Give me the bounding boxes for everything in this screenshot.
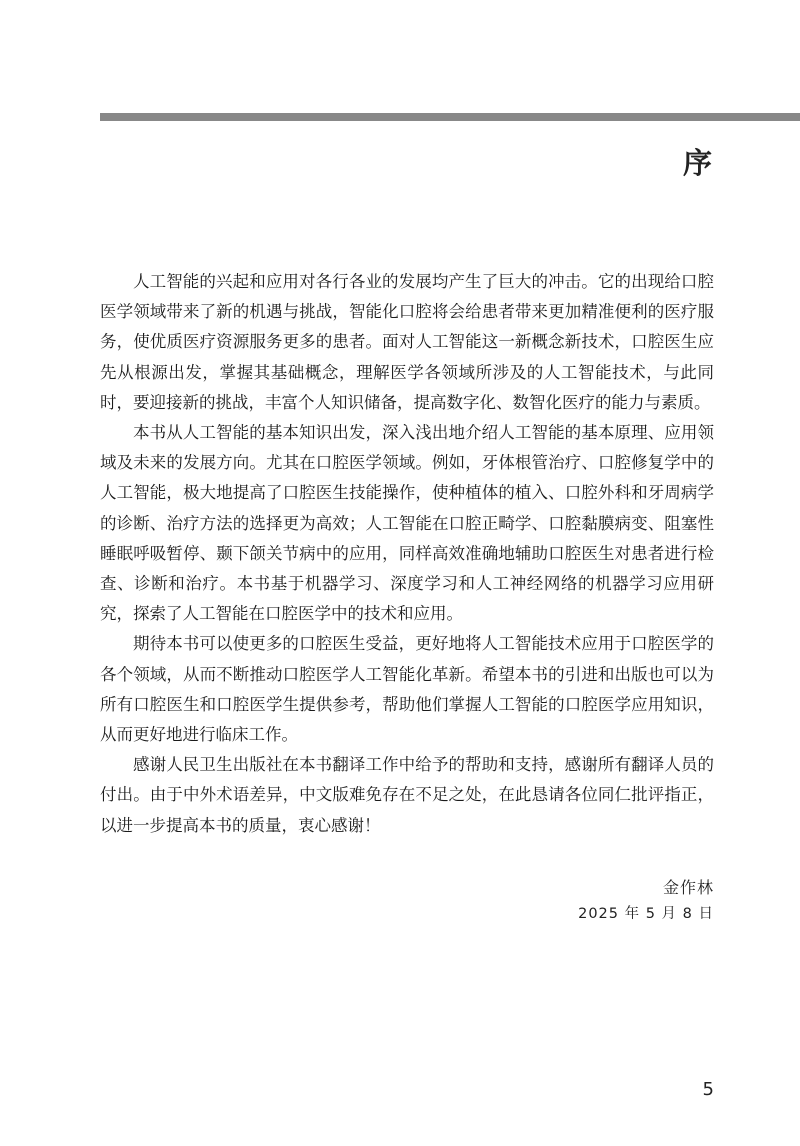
page-number: 5: [702, 1079, 714, 1100]
preface-body: [100, 267, 714, 841]
author-name: 金作林: [662, 878, 714, 897]
signature-block: [578, 875, 714, 927]
paragraph: 人工智能的兴起和应用对各行各业的发展均产生了巨大的冲击。它的出现给口腔医学领域带来了新的机遇与挑战，智能化口腔将会给患者带来更加精准便利的医疗服务，使优质医疗资源服务更多的患者。面对人工智能这一新概念新技术，口腔医生应先从根源出发，掌握其基础概念，理解医学各领域所涉及的人工智能技术，与此同时，要迎接新的挑战，丰富个人知识储备，提高数字化、数智化医疗的能力与素质。: [100, 272, 714, 412]
page-title: 序: [682, 146, 714, 180]
paragraph: 感谢人民卫生出版社在本书翻译工作中给予的帮助和支持，感谢所有翻译人员的付出。由于中外术语差异，中文版难免存在不足之处，在此恳请各位同仁批评指正，以进一步提高本书的质量，衷心感谢！: [100, 755, 714, 835]
header-rule: [100, 113, 800, 121]
paragraph: 本书从人工智能的基本知识出发，深入浅出地介绍人工智能的基本原理、应用领域及未来的发展方向。尤其在口腔医学领域。例如，牙体根管治疗、口腔修复学中的人工智能，极大地提高了口腔医生技能操作，使种植体的植入、口腔外科和牙周病学的诊断、治疗方法的选择更为高效；人工智能在口腔正畸学、口腔黏膜病变、阻塞性睡眠呼吸暂停、颞下颌关节病中的应用，同样高效准确地辅助口腔医生对患者进行检查、诊断和治疗。本书基于机器学习、深度学习和人工神经网络的机器学习应用研究，探索了人工智能在口腔医学中的技术和应用。: [100, 423, 714, 624]
signature-date: 2025 年 5 月 8 日: [578, 906, 714, 922]
paragraph: 期待本书可以使更多的口腔医生受益，更好地将人工智能技术应用于口腔医学的各个领域，从而不断推动口腔医学人工智能化革新。希望本书的引进和出版也可以为所有口腔医生和口腔医学生提供参考，帮助他们掌握人工智能的口腔医学应用知识，从而更好地进行临床工作。: [100, 634, 714, 745]
